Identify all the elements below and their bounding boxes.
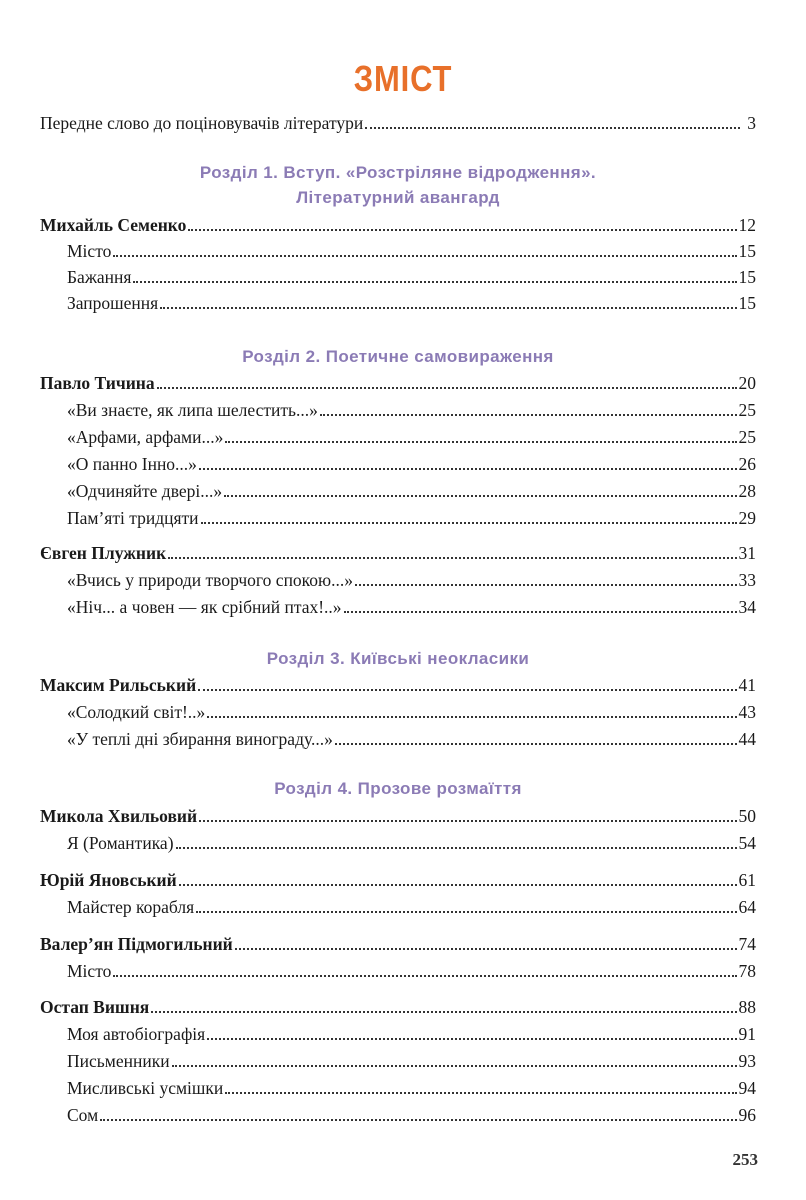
page-title: ЗМІСТ	[353, 58, 453, 99]
toc-row	[40, 422, 756, 448]
toc-row	[40, 1019, 756, 1045]
leader-dots	[225, 1092, 736, 1094]
leader-dots	[224, 495, 736, 497]
leader-dots	[207, 716, 736, 718]
leader-dots	[207, 1038, 736, 1040]
toc-page-number: 33	[738, 570, 756, 590]
section-heading-2	[40, 344, 756, 369]
toc-row	[40, 724, 756, 750]
toc-row	[40, 288, 756, 314]
toc-page-number: 25	[738, 400, 756, 420]
toc-page-number: 34	[738, 597, 756, 617]
leader-dots	[199, 468, 737, 470]
work-title: Бажання	[67, 267, 132, 287]
work-title: «Вчись у природи творчого спокою...»	[67, 570, 353, 590]
toc-page-number: 41	[738, 675, 756, 695]
author-name: Євген Плужник	[40, 543, 167, 563]
leader-dots	[365, 127, 740, 129]
work-title: «Арфами, арфами...»	[67, 427, 224, 447]
work-title: «Ніч... а човен — як срібний птах!..»	[67, 597, 342, 617]
work-title: Я (Романтика)	[67, 833, 174, 853]
leader-dots	[196, 911, 736, 913]
leader-dots	[344, 611, 737, 613]
section-heading-3	[40, 646, 756, 671]
toc-page-number: 93	[738, 1051, 756, 1071]
leader-dots	[113, 255, 736, 257]
section-heading-line: Розділ 2. Поетичне самовираження	[242, 347, 554, 366]
work-title: Моя автобіографія	[67, 1024, 206, 1044]
work-title: Пам’яті тридцяти	[67, 508, 199, 528]
toc-row	[40, 865, 756, 891]
leader-dots	[176, 847, 737, 849]
leader-dots	[201, 522, 737, 524]
toc-row	[40, 449, 756, 475]
toc-page-number: 15	[738, 267, 756, 287]
work-title: Мисливські усмішки	[67, 1078, 224, 1098]
work-title: Запрошення	[67, 293, 159, 313]
leader-dots	[225, 441, 736, 443]
leader-dots	[160, 307, 736, 309]
toc-page-number: 15	[738, 241, 756, 261]
section-heading-1	[40, 160, 756, 210]
toc-row	[40, 929, 756, 955]
page-number: 253	[732, 1150, 758, 1169]
toc-page-number: 50	[738, 806, 756, 826]
toc-row	[40, 236, 756, 262]
work-title: «У теплі дні збирання винограду...»	[67, 729, 333, 749]
leader-dots	[235, 948, 737, 950]
work-title: Майстер корабля	[67, 897, 195, 917]
leader-dots	[355, 584, 737, 586]
toc-row	[40, 538, 756, 564]
author-name: Максим Рильський	[40, 675, 197, 695]
toc-page-number: 29	[738, 508, 756, 528]
work-title: Місто	[67, 241, 112, 261]
toc-page-number: 64	[738, 897, 756, 917]
toc-page-number: 44	[738, 729, 756, 749]
toc-row	[40, 395, 756, 421]
author-name: Микола Хвильовий	[40, 806, 198, 826]
author-name: Валер’ян Підмогильний	[40, 934, 233, 954]
toc-row	[40, 368, 756, 394]
toc-row	[40, 828, 756, 854]
author-name: Юрій Яновський	[40, 870, 177, 890]
toc-row	[40, 670, 756, 696]
leader-dots	[198, 689, 736, 691]
toc-row	[40, 565, 756, 591]
leader-dots	[100, 1119, 736, 1121]
work-title: «Ви знаєте, як липа шелестить...»	[67, 400, 318, 420]
toc-page-number: 96	[738, 1105, 756, 1125]
toc-row	[40, 210, 756, 236]
toc-page-number: 20	[738, 373, 756, 393]
toc-page-number: 26	[738, 454, 756, 474]
author-name: Остап Вишня	[40, 997, 150, 1017]
section-heading-4	[40, 776, 756, 801]
toc-page-number: 54	[738, 833, 756, 853]
work-title: «Солодкий світ!..»	[67, 702, 206, 722]
toc-page-number: 91	[738, 1024, 756, 1044]
toc-page-number: 15	[738, 293, 756, 313]
toc-page-number: 94	[738, 1078, 756, 1098]
toc-row	[40, 1100, 756, 1126]
leader-dots	[133, 281, 736, 283]
toc-page-number: 61	[738, 870, 756, 890]
toc-page-number: 43	[738, 702, 756, 722]
author-name: Павло Тичина	[40, 373, 155, 393]
work-title: «Одчиняйте двері...»	[67, 481, 223, 501]
toc-row	[40, 697, 756, 723]
toc-page-number: 28	[738, 481, 756, 501]
leader-dots	[157, 387, 737, 389]
leader-dots	[188, 229, 736, 231]
toc-row	[40, 476, 756, 502]
toc-page-number: 12	[738, 215, 756, 235]
toc-page-number: 74	[738, 934, 756, 954]
toc-row	[40, 1073, 756, 1099]
leader-dots	[199, 820, 736, 822]
toc-entry-label: Передне слово до поціновувачів літератури	[40, 113, 364, 133]
toc-row	[40, 892, 756, 918]
toc-row	[40, 592, 756, 618]
toc-row	[40, 108, 756, 134]
author-name: Михайль Семенко	[40, 215, 187, 235]
work-title: «О панно Інно...»	[67, 454, 197, 474]
toc-row	[40, 1046, 756, 1072]
section-heading-line: Розділ 3. Київські неокласики	[266, 649, 530, 668]
leader-dots	[335, 743, 737, 745]
section-heading-line: Літературний авангард	[296, 188, 500, 207]
toc-row	[40, 262, 756, 288]
work-title: Місто	[67, 961, 112, 981]
work-title: Сом	[67, 1105, 99, 1125]
toc-row	[40, 503, 756, 529]
toc-row	[40, 992, 756, 1018]
section-heading-line: Розділ 1. Вступ. «Розстріляне відродження».	[199, 163, 597, 182]
toc-page-number: 88	[738, 997, 756, 1017]
work-title: Письменники	[67, 1051, 170, 1071]
leader-dots	[113, 975, 736, 977]
toc-row	[40, 801, 756, 827]
toc-page-number: 78	[738, 961, 756, 981]
leader-dots	[320, 414, 737, 416]
leader-dots	[151, 1011, 736, 1013]
toc-page-number: 3	[747, 113, 756, 133]
leader-dots	[168, 557, 736, 559]
section-heading-line: Розділ 4. Прозове розмаїття	[274, 779, 522, 798]
leader-dots	[179, 884, 737, 886]
leader-dots	[172, 1065, 737, 1067]
toc-page-number: 31	[738, 543, 756, 563]
toc-row	[40, 956, 756, 982]
toc-page-number: 25	[738, 427, 756, 447]
